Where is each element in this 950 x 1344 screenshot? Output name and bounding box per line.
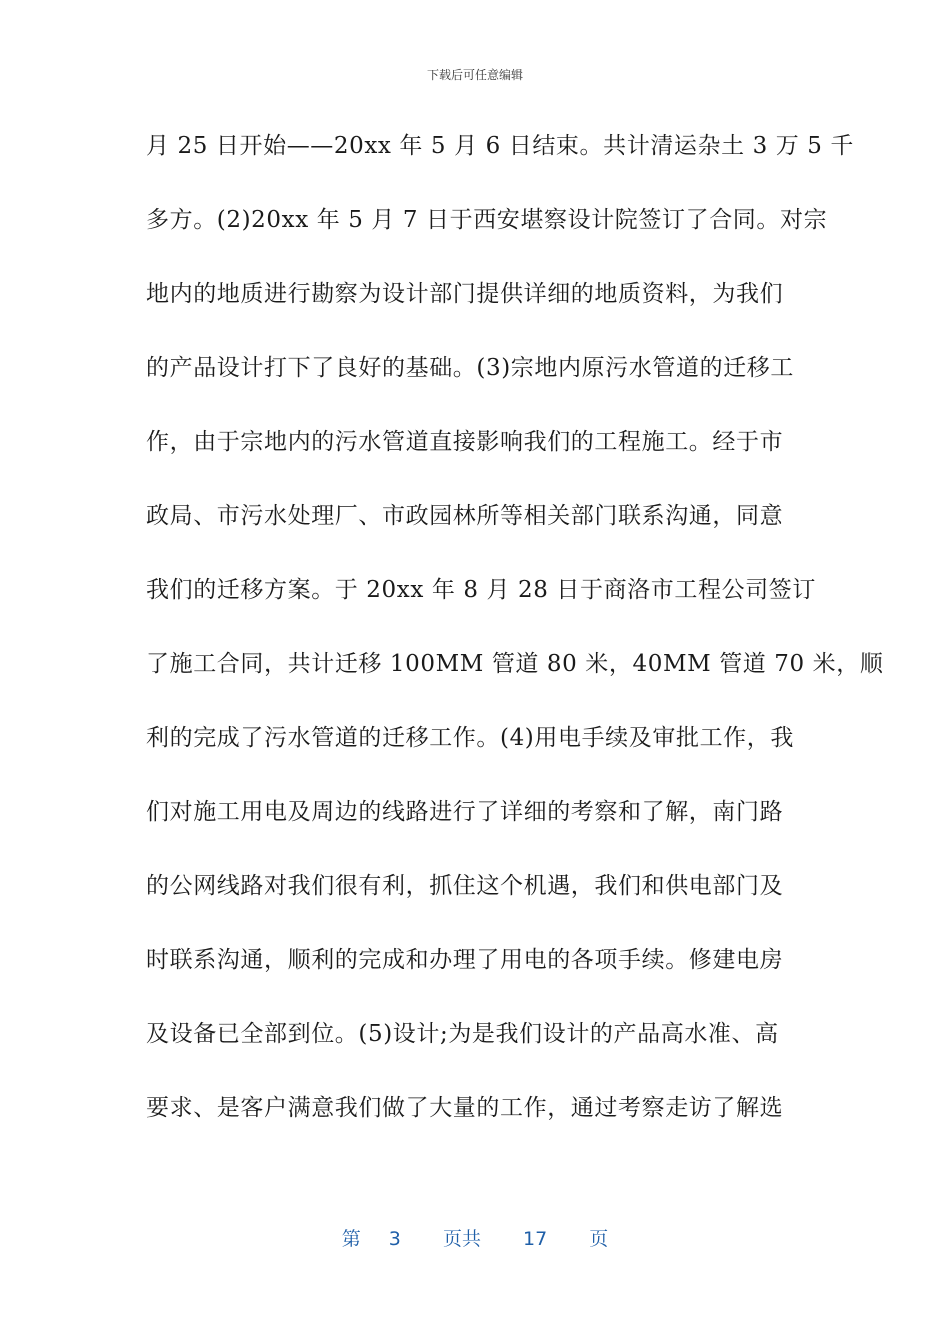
body-line: 的公网线路对我们很有利，抓住这个机遇，我们和供电部门及 bbox=[146, 873, 784, 899]
page-label-mid: 页共 bbox=[442, 1228, 481, 1250]
body-line: 地内的地质进行勘察为设计部门提供详细的地质资料，为我们 bbox=[146, 281, 784, 307]
total-pages-number: 17 bbox=[523, 1228, 548, 1250]
body-line: 及设备已全部到位。(5)设计;为是我们设计的产品高水准、高 bbox=[146, 1021, 779, 1047]
body-line: 多方。(2)20xx 年 5 月 7 日于西安堪察设计院签订了合同。对宗 bbox=[146, 207, 828, 233]
body-line: 作，由于宗地内的污水管道直接影响我们的工程施工。经于市 bbox=[146, 429, 784, 455]
document-body bbox=[146, 120, 884, 1156]
body-line: 我们的迁移方案。于 20xx 年 8 月 28 日于商洛市工程公司签订 bbox=[146, 577, 816, 603]
page-label-prefix: 第 bbox=[341, 1228, 361, 1250]
body-line: 了施工合同，共计迁移 100MM 管道 80 米，40MM 管道 70 米，顺 bbox=[146, 651, 884, 677]
page-footer bbox=[0, 1224, 950, 1251]
header-note: 下载后可任意编辑 bbox=[426, 68, 523, 82]
body-line: 的产品设计打下了良好的基础。(3)宗地内原污水管道的迁移工 bbox=[146, 355, 794, 381]
body-line: 利的完成了污水管道的迁移工作。(4)用电手续及审批工作，我 bbox=[146, 725, 794, 751]
body-line: 们对施工用电及周边的线路进行了详细的考察和了解，南门路 bbox=[146, 799, 784, 825]
page-label-suffix: 页 bbox=[589, 1228, 609, 1250]
body-line: 月 25 日开始——20xx 年 5 月 6 日结束。共计清运杂土 3 万 5 千 bbox=[146, 133, 855, 159]
body-line: 要求、是客户满意我们做了大量的工作，通过考察走访了解选 bbox=[146, 1095, 784, 1121]
current-page-number: 3 bbox=[388, 1228, 401, 1250]
body-line: 政局、市污水处理厂、市政园林所等相关部门联系沟通，同意 bbox=[146, 503, 784, 529]
body-line: 时联系沟通，顺利的完成和办理了用电的各项手续。修建电房 bbox=[146, 947, 784, 973]
